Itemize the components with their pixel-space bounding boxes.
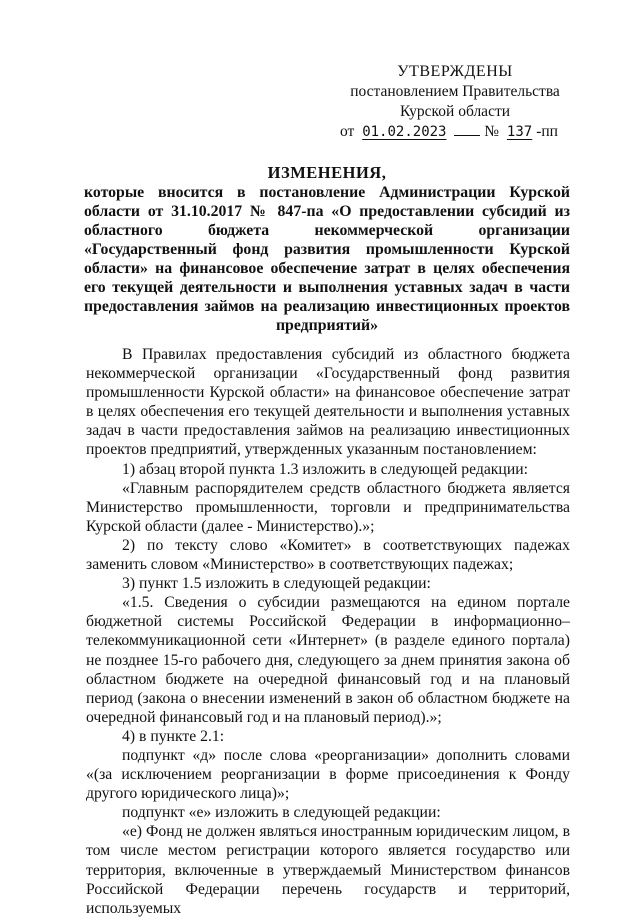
- paragraph-intro: В Правилах предоставления субсидий из областного бюджета некоммерческой организации «Государственный фонд развития промышленности Курской области» на финансовое обеспечение затрат в целях обеспечения его текущей деятельности и выполнения уставных задач в части предоставления займов на реализацию инвестиционных проектов предприятий, утвержденных указанным постановлением:: [86, 346, 570, 459]
- heading-title: ИЗМЕНЕНИЯ,: [267, 163, 387, 182]
- paragraph-item-1-text: «Главным распорядителем средств областного бюджета является Министерство промышленности, торговли и предпринимательства Курской области (далее - Министерство).»;: [86, 479, 570, 535]
- date-prefix: от: [340, 123, 355, 140]
- heading-subtitle: которые вносится в постановление Администрации Курской области от 31.10.2017 № 847-па «О предоставлении субсидий из областного бюджета некоммерческой организации «Государственный фонд развития промышленности Курской области» на финансовое обеспечение затрат в целях обеспечения его текущей деятельности и выполнения уставных задач в части предоставления займов на реализацию инвестиционных проектов предприятий»: [84, 184, 570, 334]
- paragraph-item-2: 2) по тексту слово «Комитет» в соответствующих падежах заменить словом «Министерство» в соответствующих падежах;: [86, 536, 570, 574]
- approval-issuer: постановлением Правительства: [350, 83, 560, 100]
- paragraph-item-4-d: подпункт «д» после слова «реорганизации» дополнить словами «(за исключением реорганизации в форме присоединения к Фонду другого юридического лица)»;: [86, 746, 570, 803]
- paragraph-item-3-text: «1.5. Сведения о субсидии размещаются на едином портале бюджетной системы Российской Федерации в информационно–телекоммуникационной сети «Интернет» (в разделе единого портала) не позднее 15-го рабочего дня, следующего за днем принятия закона об областном бюджете на очередной финансовый год и на плановый период (закона о внесении изменений в закон об областном бюджете на очередной финансовый год и на плановый период).»;: [86, 594, 570, 726]
- approval-region: Курской области: [399, 103, 511, 120]
- number-suffix: -пп: [536, 123, 558, 140]
- number-label: №: [484, 123, 500, 140]
- approval-number: 137: [506, 124, 533, 140]
- approval-date-line: [340, 122, 570, 142]
- paragraph-item-4: 4) в пункте 2.1:: [122, 727, 225, 745]
- approval-title: УТВЕРЖДЕНЫ: [397, 63, 513, 80]
- date-underline: [454, 123, 480, 136]
- document-body: [86, 345, 570, 918]
- approval-date: 01.02.2023: [362, 124, 447, 140]
- document-heading: [84, 163, 570, 335]
- paragraph-item-3: 3) пункт 1.5 изложить в следующей редакции:: [122, 575, 431, 593]
- paragraph-item-1: 1) абзац второй пункта 1.3 изложить в следующей редакции:: [122, 460, 528, 478]
- approval-stamp: [340, 62, 570, 142]
- paragraph-item-4-e-text: «е) Фонд не должен являться иностранным юридическим лицом, в том числе местом регистрации которого является государство или территория, включенные в утверждаемый Министерством финансов Российской Федерации перечень государств и территорий, используемых: [86, 823, 570, 917]
- paragraph-item-4-e: подпункт «е» изложить в следующей редакции:: [122, 804, 441, 822]
